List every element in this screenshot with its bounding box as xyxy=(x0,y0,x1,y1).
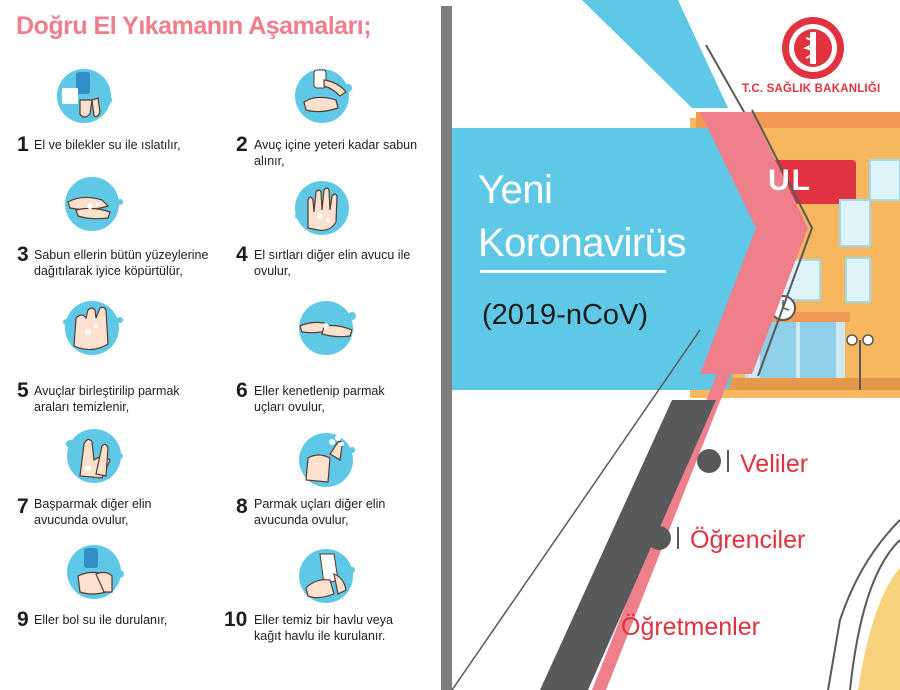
step-text: Avuç içine yeteri kadar sabun alınır, xyxy=(254,138,418,168)
cyan-shape-top xyxy=(582,0,728,108)
handwashing-title: Doğru El Yıkamanın Aşamaları; xyxy=(16,12,372,40)
title-underline xyxy=(480,270,666,273)
audience-ogrenciler: Öğrenciler xyxy=(690,526,806,554)
school-sign: UL xyxy=(768,164,812,197)
step-number: 2 xyxy=(236,133,248,156)
title-virus-code: (2019-nCoV) xyxy=(482,299,649,331)
bullet-dot xyxy=(578,614,602,638)
step-number: 9 xyxy=(17,608,29,631)
step-number: 8 xyxy=(236,495,248,518)
step-text: Parmak uçları diğer elin avucunda ovulur, xyxy=(254,497,386,527)
step-number: 7 xyxy=(17,495,29,518)
step-text: Avuçlar birleştirilip parmak araları temizlenir, xyxy=(34,384,180,414)
step-text: Başparmak diğer elin avucunda ovulur, xyxy=(34,497,152,527)
bullet-bar xyxy=(727,450,729,472)
bullet-dot xyxy=(697,449,721,473)
ministry-logo xyxy=(782,17,844,79)
step-number: 10 xyxy=(224,608,248,631)
step-number: 5 xyxy=(17,379,29,402)
bullet-dot xyxy=(647,526,671,550)
step-number: 1 xyxy=(17,133,29,156)
step-text: El sırtları diğer elin avucu ile ovulur, xyxy=(254,248,411,278)
bullet-bar xyxy=(677,527,679,549)
title-line-koronavirus: Koronavirüs xyxy=(478,221,686,265)
step-number: 3 xyxy=(17,243,29,266)
audience-ogretmenler: Öğretmenler xyxy=(621,613,760,641)
bullet-bar xyxy=(608,615,610,637)
step-text: El ve bilekler su ile ıslatılır, xyxy=(34,138,181,152)
step-number: 6 xyxy=(236,379,248,402)
ministry-name: T.C. SAĞLIK BAKANLIĞI xyxy=(742,83,881,95)
step-text: Sabun ellerin bütün yüzeylerine dağıtılarak iyice köpürtülür, xyxy=(34,248,209,278)
title-line-yeni: Yeni xyxy=(478,168,553,212)
step-text: Eller bol su ile durulanır, xyxy=(34,613,168,627)
step-number: 4 xyxy=(236,243,248,266)
audience-veliler: Veliler xyxy=(740,450,809,478)
step-text: Eller kenetlenip parmak uçları ovulur, xyxy=(254,384,385,414)
yellow-shape xyxy=(858,568,900,690)
step-text: Eller temiz bir havlu veya kağıt havlu ile kurulanır. xyxy=(254,613,393,643)
